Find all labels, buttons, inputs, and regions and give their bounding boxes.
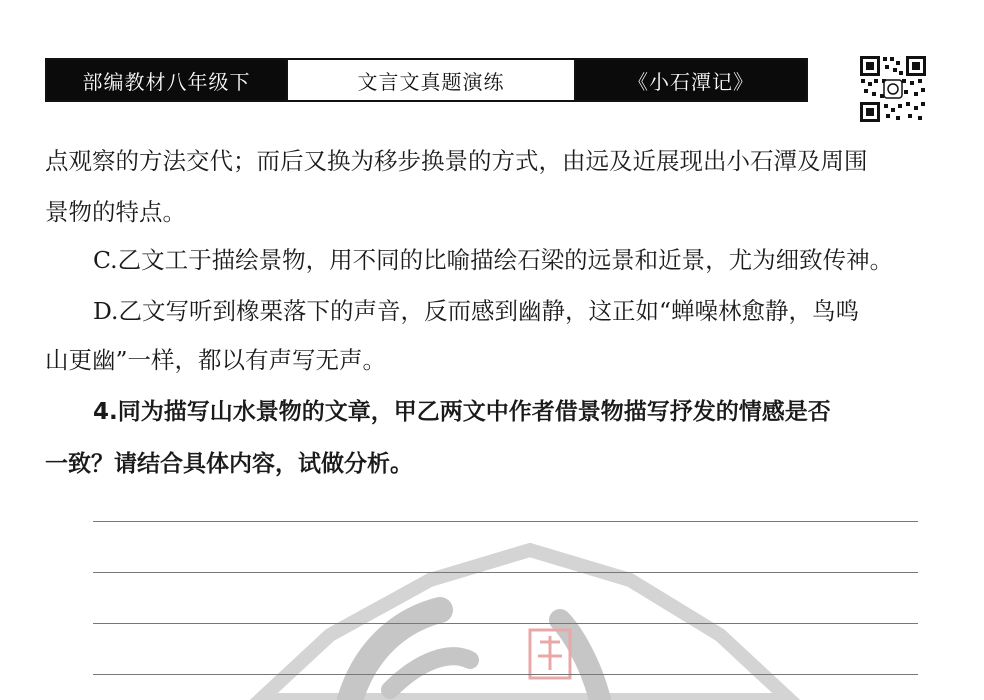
body-line-2: 景物的特点。 (45, 198, 186, 226)
answer-line-4 (93, 674, 918, 675)
option-d-line: D.乙文写听到橡栗落下的声音，反而感到幽静，这正如“蝉噪林愈静，鸟鸣 (93, 297, 859, 325)
answer-line-2 (93, 572, 918, 573)
option-d-line-cont: 山更幽”一样，都以有声写无声。 (45, 346, 387, 374)
question-4-line-2: 一致？请结合具体内容，试做分析。 (45, 451, 413, 477)
header-bar (45, 58, 808, 102)
header-title-label: 《小石潭记》 (576, 60, 806, 100)
header-grade-label: 部编教材八年级下 (47, 60, 286, 100)
body-line-1: 点观察的方法交代；而后又换为移步换景的方式，由远及近展现出小石潭及周围 (45, 147, 868, 175)
question-4-line-1: 4.同为描写山水景物的文章，甲乙两文中作者借景物描写抒发的情感是否 (93, 399, 831, 425)
watermark-logo-icon (200, 540, 820, 700)
header-section-label: 文言文真题演练 (286, 60, 576, 100)
option-c-line: C.乙文工于描绘景物，用不同的比喻描绘石梁的远景和近景，尤为细致传神。 (93, 246, 894, 274)
qr-code-icon (858, 54, 928, 124)
answer-line-1 (93, 521, 918, 522)
answer-line-3 (93, 623, 918, 624)
